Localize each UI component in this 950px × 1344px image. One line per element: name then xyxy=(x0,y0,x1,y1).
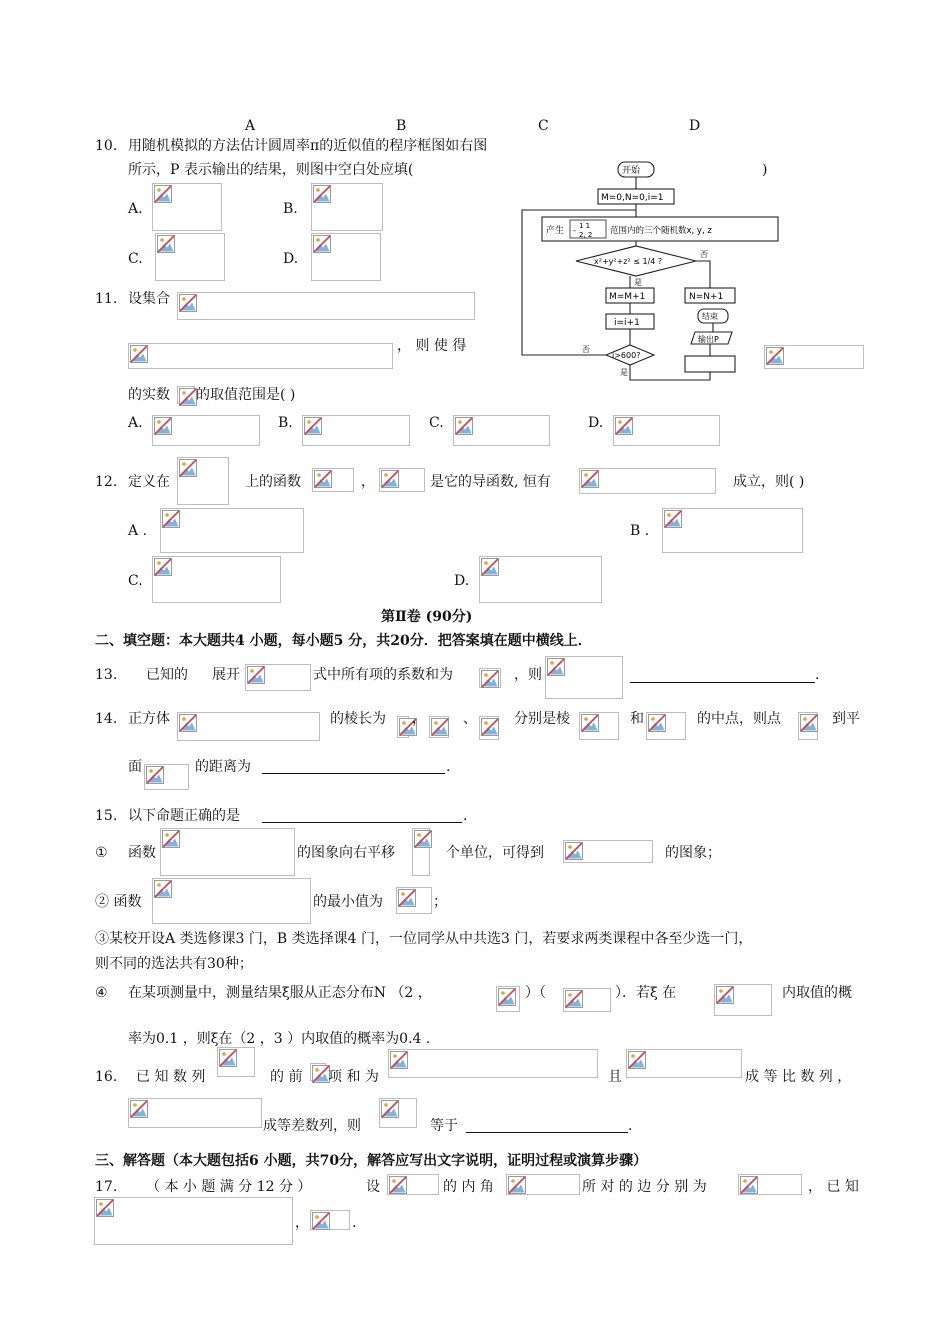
q11-option-d-image xyxy=(613,415,720,446)
broken-image-icon xyxy=(130,345,148,363)
q17-triangle-image xyxy=(387,1174,439,1195)
q12-option-a-image xyxy=(160,508,304,553)
q10-answer-image xyxy=(764,345,864,369)
q17-let: 设 xyxy=(366,1179,380,1195)
q16-arithmetic-image xyxy=(128,1098,262,1128)
q12-option-b: B . xyxy=(630,523,650,539)
broken-image-icon xyxy=(431,718,449,736)
q12-inequality-image xyxy=(579,468,716,494)
q15-period: . xyxy=(463,808,468,824)
broken-image-icon xyxy=(312,1212,330,1230)
q11-option-c-image xyxy=(453,415,550,446)
q14-mid-of: 分别是棱 xyxy=(514,711,570,727)
q11-option-d: D. xyxy=(588,415,604,431)
q11-option-b: B. xyxy=(278,415,293,431)
q10-option-d-image xyxy=(311,233,381,281)
broken-image-icon xyxy=(389,1176,407,1194)
broken-image-icon xyxy=(154,185,172,203)
q11-then: ， 则 使 得 xyxy=(397,338,467,354)
q14-distance: 的距离为 xyxy=(195,759,251,775)
flowchart-init-label: M=0,N=0,i=1 xyxy=(601,193,664,203)
q15-p2-min: 的最小值为 xyxy=(313,894,383,910)
q14-point-image xyxy=(798,712,818,740)
q13-period: . xyxy=(815,667,820,683)
broken-image-icon xyxy=(304,417,322,435)
q12-option-a: A . xyxy=(128,523,148,539)
broken-image-icon xyxy=(800,714,818,732)
q14-answer-blank[interactable] xyxy=(262,773,445,774)
q13-expression-image xyxy=(245,664,311,691)
broken-image-icon xyxy=(162,510,180,528)
fill-in-header: 二、填空题：本大题共4 小题，每小题5 分，共20分．把答案填在题中横线上． xyxy=(95,633,592,649)
flowchart-generate-prefix: 产生 xyxy=(546,226,565,236)
q16-geometric: 成 等 比 数 列 ， xyxy=(745,1069,852,1085)
q13-known: 已知的 xyxy=(146,667,188,683)
q12-option-d: D. xyxy=(454,573,470,589)
q15-p1-result-image xyxy=(563,840,653,863)
flowchart-no-label: 否 xyxy=(700,250,708,259)
broken-image-icon xyxy=(179,388,197,406)
broken-image-icon xyxy=(398,889,416,907)
q15-p1-shift: 的图象向右平移 xyxy=(297,845,395,861)
q11-condition-image xyxy=(128,343,393,369)
q16-arithmetic: 成等差数列，则 xyxy=(263,1118,361,1134)
option-label-a: A xyxy=(245,118,256,134)
broken-image-icon xyxy=(481,670,499,688)
flowchart-loop-condition-label: i>600? xyxy=(612,351,641,360)
q15-number: 15. xyxy=(95,808,118,824)
q17-sides: 所 对 的 边 分 别 为 xyxy=(582,1179,707,1195)
q10-option-b-image xyxy=(311,183,383,231)
broken-image-icon xyxy=(146,766,164,784)
q16-geometric-image xyxy=(626,1049,742,1078)
q14-period: . xyxy=(446,759,451,775)
broken-image-icon xyxy=(96,1199,114,1217)
q14-plane: 面 xyxy=(128,759,142,775)
q17-angles: 的 内 角 xyxy=(443,1179,494,1195)
q12-prefix: 定义在 xyxy=(128,474,170,490)
q11-prefix: 设集合 xyxy=(128,291,170,307)
q17-condition-image xyxy=(94,1197,293,1245)
q11-option-c: C. xyxy=(429,415,444,431)
q14-edge-image xyxy=(397,716,409,738)
q14-midpoint: 的中点，则点 xyxy=(697,711,781,727)
broken-image-icon xyxy=(414,830,432,848)
q14-cube: 正方体 xyxy=(128,711,170,727)
broken-image-icon xyxy=(179,459,197,477)
broken-image-icon xyxy=(498,988,516,1006)
flowchart-output-label: 输出P xyxy=(698,335,719,344)
q16-query-image xyxy=(379,1098,417,1128)
option-label-b: B xyxy=(396,118,407,134)
q10-number: 10. xyxy=(95,138,118,154)
q14-and: 和 xyxy=(630,711,644,727)
q15-p4-sigma-image xyxy=(563,988,611,1012)
flowchart-generate-frac-bottom: 2, 2 xyxy=(579,231,593,239)
q13-sum: 式中所有项的系数和为 xyxy=(313,667,453,683)
broken-image-icon xyxy=(313,185,331,203)
broken-image-icon xyxy=(628,1051,646,1069)
q16-known-seq: 已 知 数 列 xyxy=(136,1069,206,1085)
flowchart xyxy=(518,158,784,384)
q16-number: 16. xyxy=(95,1069,118,1085)
broken-image-icon xyxy=(481,558,499,576)
q16-sum-image xyxy=(388,1049,598,1078)
q17-value-image xyxy=(310,1210,350,1230)
q14-to-plane: 到平 xyxy=(832,711,860,727)
q15-p1-function-image xyxy=(160,828,295,876)
q10-option-a-image xyxy=(152,183,222,231)
flowchart-loop-no-label: 否 xyxy=(582,345,590,354)
q11-real-suffix: 的取值范围是( ) xyxy=(196,387,296,403)
flowchart-generate-suffix: 范围内的三个随机数x, y, z xyxy=(610,226,712,236)
flowchart-start-label: 开始 xyxy=(622,166,641,176)
q16-and: 且 xyxy=(608,1069,622,1085)
q13-expand: 展开 xyxy=(212,667,240,683)
broken-image-icon xyxy=(766,347,784,365)
broken-image-icon xyxy=(664,510,682,528)
broken-image-icon xyxy=(615,417,633,435)
q10-line1: 用随机模拟的方法估计圆周率π的近似值的程序框图如右图 xyxy=(128,138,488,154)
broken-image-icon xyxy=(314,470,332,488)
q12-option-b-image xyxy=(662,508,803,553)
q16-period: . xyxy=(628,1118,633,1134)
q11-option-a-image xyxy=(152,415,260,446)
q16-first: 的 前 xyxy=(270,1069,303,1085)
q15-p4-prob: 内取值的概 xyxy=(782,985,852,1001)
q14-edge1-image xyxy=(579,712,619,740)
q16-n-image xyxy=(310,1063,326,1081)
broken-image-icon xyxy=(716,986,734,1004)
broken-image-icon xyxy=(581,470,599,488)
q17-score: （ 本 小 题 满 分 12 分 ） xyxy=(146,1179,312,1195)
broken-image-icon xyxy=(179,714,197,732)
broken-image-icon xyxy=(390,1051,408,1069)
q15-p2: ② 函数 xyxy=(95,894,142,910)
flowchart-i-increment-label: i=i+1 xyxy=(614,318,640,328)
option-label-c: C xyxy=(538,118,549,134)
broken-image-icon xyxy=(381,470,399,488)
broken-image-icon xyxy=(381,1100,399,1118)
q13-answer-blank[interactable] xyxy=(630,682,815,683)
broken-image-icon xyxy=(648,714,666,732)
broken-image-icon xyxy=(481,718,499,736)
q15-p1-units: 个单位，可得到 xyxy=(446,845,544,861)
broken-image-icon xyxy=(154,558,172,576)
q16-terms-sum: 项 和 为 xyxy=(328,1069,379,1085)
q10-option-b: B. xyxy=(283,201,298,217)
q13-sum-image xyxy=(479,668,501,688)
q14-point-e-image xyxy=(429,716,449,738)
q15-p4-interval-image xyxy=(714,984,772,1016)
q15-p2-value-image xyxy=(396,887,432,914)
q17-angles-image xyxy=(506,1174,580,1195)
q11-set-image xyxy=(177,292,475,320)
broken-image-icon xyxy=(547,658,565,676)
q17-comma: ， xyxy=(295,1215,309,1231)
q13-number: 13. xyxy=(95,667,118,683)
flowchart-loop-yes-label: 是 xyxy=(620,368,628,377)
q15-prompt: 以下命题正确的是 xyxy=(128,808,240,824)
q12-derivative-text: 是它的导函数, 恒有 xyxy=(430,474,551,490)
q15-p4-mu-image xyxy=(496,986,520,1012)
q10-option-c: C. xyxy=(128,251,143,267)
q16-equals: 等于 xyxy=(430,1118,458,1134)
broken-image-icon xyxy=(565,842,583,860)
q15-p3-line1: ③某校开设A 类选修课3 门，B 类选择课4 门，一位同学从中共选3 门，若要求两类课程中各至少选一门， xyxy=(95,931,753,947)
q14-plane-image xyxy=(144,764,189,790)
broken-image-icon xyxy=(247,666,265,684)
broken-image-icon xyxy=(130,1100,148,1118)
q15-p2-function-image xyxy=(152,878,311,924)
q15-p1-shift-image xyxy=(412,828,430,876)
q13-then: ，则 xyxy=(514,667,542,683)
q12-function-image xyxy=(312,468,354,492)
q16-sequence-image xyxy=(217,1047,255,1077)
q12-domain-image xyxy=(177,457,229,505)
flowchart-end-label: 结束 xyxy=(702,312,718,321)
q17-number: 17. xyxy=(95,1179,118,1195)
q17-sides-image xyxy=(738,1174,802,1195)
q11-number: 11. xyxy=(95,291,118,307)
section2-title: 第Ⅱ卷 (90分) xyxy=(381,609,473,625)
q12-option-c: C. xyxy=(128,573,143,589)
q10-line2: 所示，P 表示输出的结果，则图中空白处应填( xyxy=(128,162,414,178)
q12-option-c-image xyxy=(152,556,281,603)
broken-image-icon xyxy=(313,235,331,253)
q10-option-d: D. xyxy=(283,251,299,267)
broken-image-icon xyxy=(740,1176,758,1194)
broken-image-icon xyxy=(154,417,172,435)
q12-derivative-image xyxy=(379,468,425,492)
q14-separator: 、 xyxy=(463,711,477,727)
q14-comma: ， xyxy=(412,711,426,727)
q15-p1-graph: 的图象； xyxy=(665,845,721,861)
broken-image-icon xyxy=(455,417,473,435)
q16-answer-blank[interactable] xyxy=(466,1132,628,1133)
flowchart-condition-label: x²+y²+z² ≤ 1/4 ? xyxy=(594,257,663,266)
q11-variable-image xyxy=(177,386,195,404)
flowchart-blank-node xyxy=(685,356,735,372)
q12-option-d-image xyxy=(479,556,602,603)
broken-image-icon xyxy=(179,294,197,312)
flowchart-yes-label: 是 xyxy=(634,278,642,287)
q12-number: 12. xyxy=(95,474,118,490)
q10-option-c-image xyxy=(155,233,225,281)
q15-p4-text: 在某项测量中，测量结果ξ服从正态分布N （2 ， xyxy=(128,985,432,1001)
q12-holds: 成立，则( ) xyxy=(733,474,805,490)
q10-close-paren: ) xyxy=(762,162,768,178)
q14-edge: 的棱长为 xyxy=(330,711,386,727)
option-label-d: D xyxy=(689,118,701,134)
q12-comma: ， xyxy=(361,474,375,490)
q14-number: 14. xyxy=(95,711,118,727)
q15-p4-mid: ）（ xyxy=(525,985,546,1001)
q15-p2-semicolon: ； xyxy=(433,894,447,910)
q11-option-b-image xyxy=(302,415,410,446)
broken-image-icon xyxy=(581,714,599,732)
solution-header: 三、解答题（本大题包括6 小题，共70分，解答应写出文字说明，证明过程或演算步骤） xyxy=(95,1153,648,1169)
q11-option-a: A. xyxy=(128,415,143,431)
q11-real-prefix: 的实数 xyxy=(128,387,170,403)
q17-period: . xyxy=(352,1215,357,1231)
flowchart-generate-neg: - xyxy=(573,226,576,235)
q15-p1-func: 函数 xyxy=(128,845,156,861)
flowchart-m-increment-label: M=M+1 xyxy=(609,292,646,302)
q13-query-image xyxy=(545,656,623,699)
q15-answer-blank[interactable] xyxy=(262,822,462,823)
broken-image-icon xyxy=(565,990,583,1008)
q15-p4-end: ）．若ξ 在 xyxy=(615,985,677,1001)
flowchart-n-increment-label: N=N+1 xyxy=(689,292,724,302)
q12-on-function: 上的函数 xyxy=(245,474,301,490)
q14-edge2-image xyxy=(646,712,686,740)
broken-image-icon xyxy=(154,880,172,898)
q14-point-f-image xyxy=(479,716,499,740)
q15-p1-mark: ① xyxy=(95,845,108,861)
q14-cube-image xyxy=(177,712,320,741)
q15-p4-mark: ④ xyxy=(95,985,108,1001)
broken-image-icon xyxy=(162,830,180,848)
q15-p4-line2: 率为0.1 ，则ξ在（2 ，3 ）内取值的概率为0.4 . xyxy=(128,1031,431,1047)
q17-known: ， 已 知 xyxy=(808,1179,859,1195)
broken-image-icon xyxy=(219,1049,237,1067)
broken-image-icon xyxy=(508,1176,526,1194)
flowchart-generate-frac-top: 1 1 xyxy=(579,222,591,230)
broken-image-icon xyxy=(157,235,175,253)
q10-option-a: A. xyxy=(128,201,143,217)
q15-p3-line2: 则不同的选法共有30种； xyxy=(95,956,253,972)
